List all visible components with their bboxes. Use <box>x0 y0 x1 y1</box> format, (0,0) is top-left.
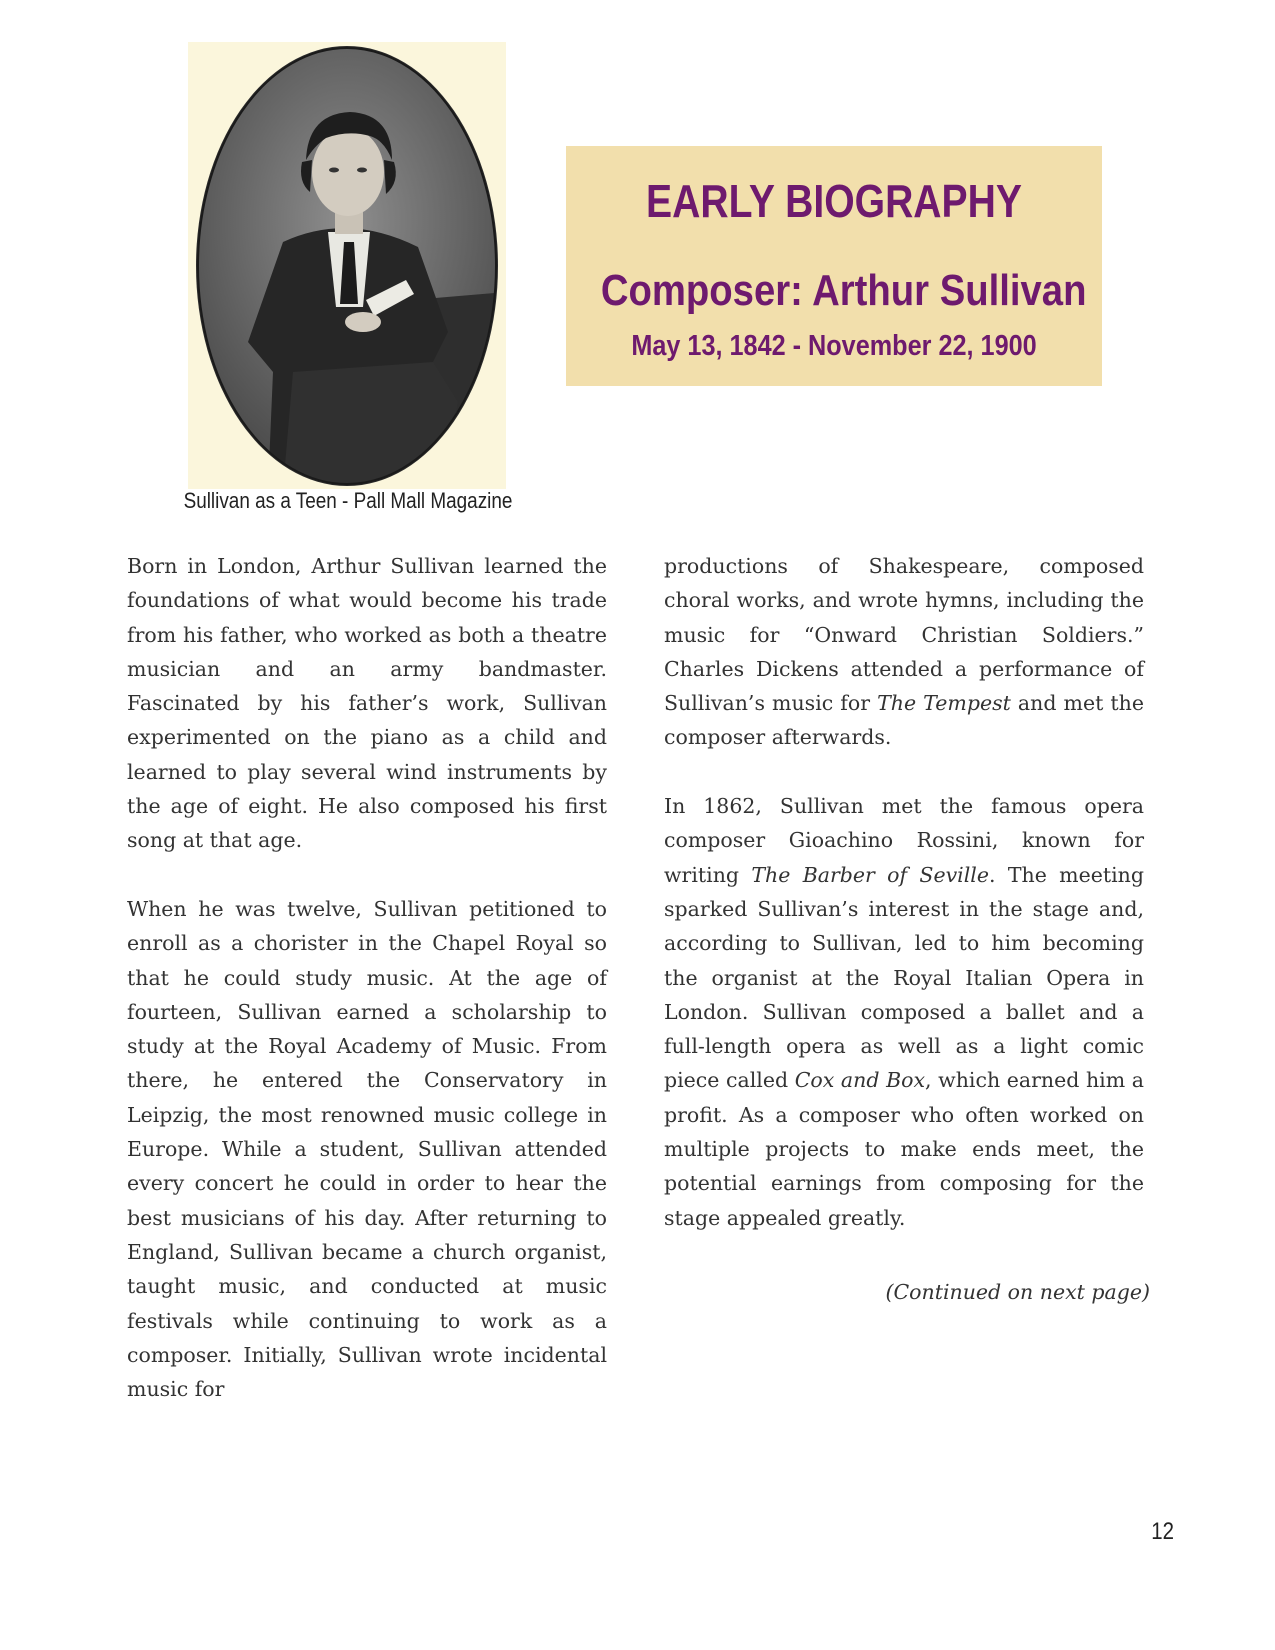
text-run: , which earned him a profit. As a composer who often worked on multiple projects to make ends meet, the potential earnings from composing for the stage appealed greatly. <box>664 1068 1145 1230</box>
portrait-photo <box>188 42 506 489</box>
composer-dates: May 13, 1842 - November 22, 1900 <box>631 330 1037 362</box>
work-title: Cox and Box <box>794 1068 926 1093</box>
paragraph: Born in London, Arthur Sullivan learned the foundations of what would become his trade from his father, who worked as both a theatre musician and an army bandmaster. Fascinated by his father’s work, Sullivan experimented on the piano as a child and learned to play several wind instruments by the age of eight. He also composed his first song at that age. <box>127 554 607 853</box>
section-title: EARLY BIOGRAPHY <box>646 175 1022 227</box>
page-number: 12 <box>1151 1518 1174 1545</box>
work-title: The Tempest <box>877 691 1011 716</box>
continued-note: (Continued on next page) <box>885 1280 1150 1304</box>
paragraph <box>664 549 1144 755</box>
composer-name: Composer: Arthur Sullivan <box>600 266 1087 315</box>
title-box <box>566 146 1102 386</box>
left-column <box>127 549 607 1406</box>
text-run: and met the composer afterwards. <box>664 691 1144 750</box>
text-run: In 1862, Sullivan met the famous opera composer Gioachino Rossini, known for writing <box>664 794 1144 887</box>
right-column <box>664 549 1144 1235</box>
paragraph: When he was twelve, Sullivan petitioned to enroll as a chorister in the Chapel Royal so that he could study music. At the age of fourteen, Sullivan earned a scholarship to study at the Royal Academy of Music. From there, he entered the Conservatory in Leipzig, the most renowned music college in Europe. While a student, Sullivan attended every concert he could in order to hear the best musicians of his day. After returning to England, Sullivan became a church organist, taught music, and conducted at music festivals while continuing to work as a composer. Initially, Sullivan wrote incidental music for <box>127 896 607 1402</box>
work-title: The Barber of Seville <box>751 862 989 887</box>
text-run: . The meeting sparked Sullivan’s interest in the stage and, according to Sullivan, led to him becoming the organist at the Royal Italian Opera in London. Sullivan composed a ballet and a full-length opera as well as a light comic piece called <box>664 862 1144 1093</box>
portrait-caption: Sullivan as a Teen - Pall Mall Magazine <box>183 488 513 513</box>
text-run: productions of Shakespeare, composed choral works, and wrote hymns, including the music for “Onward Christian Soldiers.” Charles Dickens attended a performance of Sullivan’s music for <box>664 554 1144 716</box>
paragraph <box>664 789 1144 1235</box>
